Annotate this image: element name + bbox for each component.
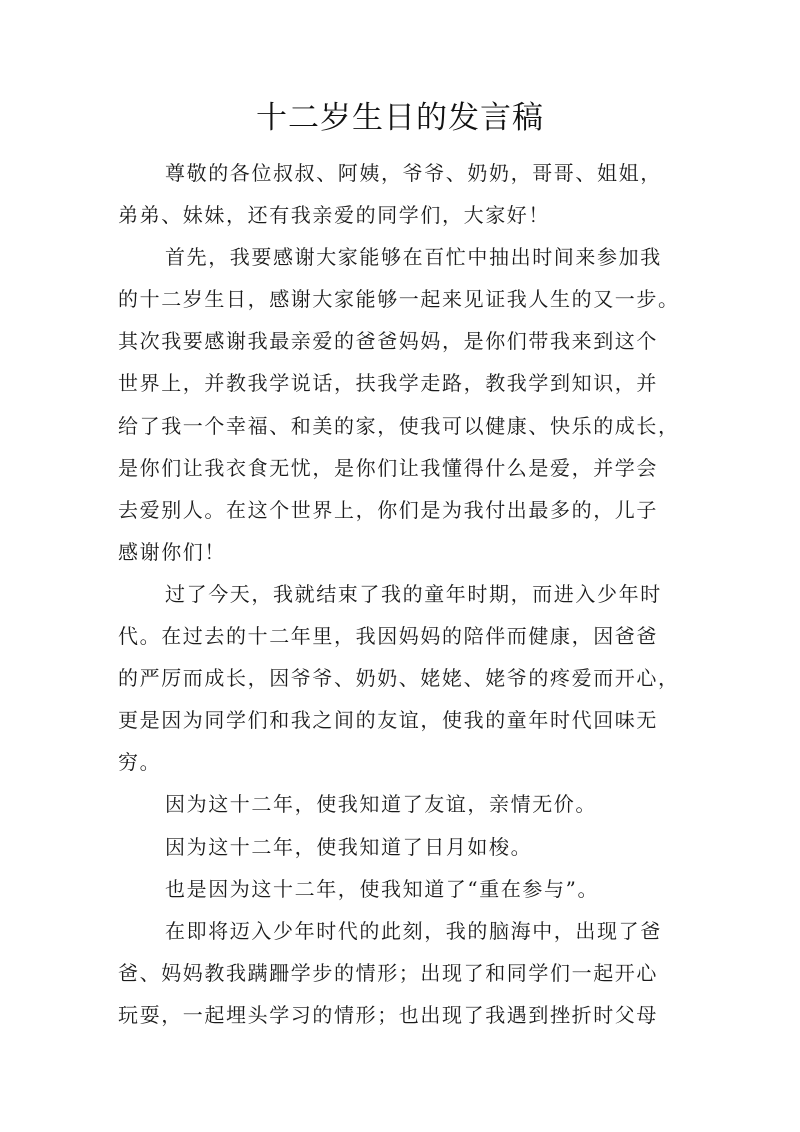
text-line: 的严厉而成长，因爷爷、奶奶、姥姥、姥爷的疼爱而开心， (118, 666, 680, 691)
text-line: 世界上，并教我学说话，扶我学走路，教我学到知识，并 (118, 371, 658, 396)
text-line: 因为这十二年，使我知道了日月如梭。 (165, 834, 533, 859)
text-line: 弟弟、妹妹，还有我亲爱的同学们，大家好！ (118, 203, 550, 228)
text-line: 在即将迈入少年时代的此刻，我的脑海中，出现了爸 (165, 918, 662, 943)
text-line: 尊敬的各位叔叔、阿姨，爷爷、奶奶，哥哥、姐姐， (165, 161, 662, 185)
text-line: 去爱别人。在这个世界上，你们是为我付出最多的，儿子 (118, 497, 658, 522)
text-line: 代。在过去的十二年里，我因妈妈的陪伴而健康，因爸爸 (118, 624, 658, 649)
text-line: 穷。 (118, 750, 162, 775)
text-line: 是你们让我衣食无忧，是你们让我懂得什么是爱，并学会 (118, 455, 658, 480)
text-line: 感谢你们！ (118, 539, 226, 564)
text-line: 过了今天，我就结束了我的童年时期，而进入少年时 (165, 581, 662, 606)
text-line: 其次我要感谢我最亲爱的爸爸妈妈，是你们带我来到这个 (118, 329, 658, 354)
text-line: 因为这十二年，使我知道了友谊，亲情无价。 (165, 792, 597, 817)
text-line: 玩耍，一起埋头学习的情形；也出现了我遇到挫折时父母 (118, 1002, 658, 1027)
text-line: 首先，我要感谢大家能够在百忙中抽出时间来参加我 (165, 245, 662, 270)
document-title: 十二岁生日的发言稿 (256, 100, 544, 136)
text-line: 爸、妈妈教我蹒跚学步的情形；出现了和同学们一起开心 (118, 960, 658, 985)
text-line: 也是因为这十二年，使我知道了“重在参与”。 (165, 876, 600, 901)
text-line: 的十二岁生日，感谢大家能够一起来见证我人生的又一步。 (118, 287, 680, 312)
document-body (118, 152, 698, 1036)
text-line: 给了我一个幸福、和美的家，使我可以健康、快乐的成长， (118, 413, 680, 438)
text-line: 更是因为同学们和我之间的友谊，使我的童年时代回味无 (118, 708, 658, 733)
